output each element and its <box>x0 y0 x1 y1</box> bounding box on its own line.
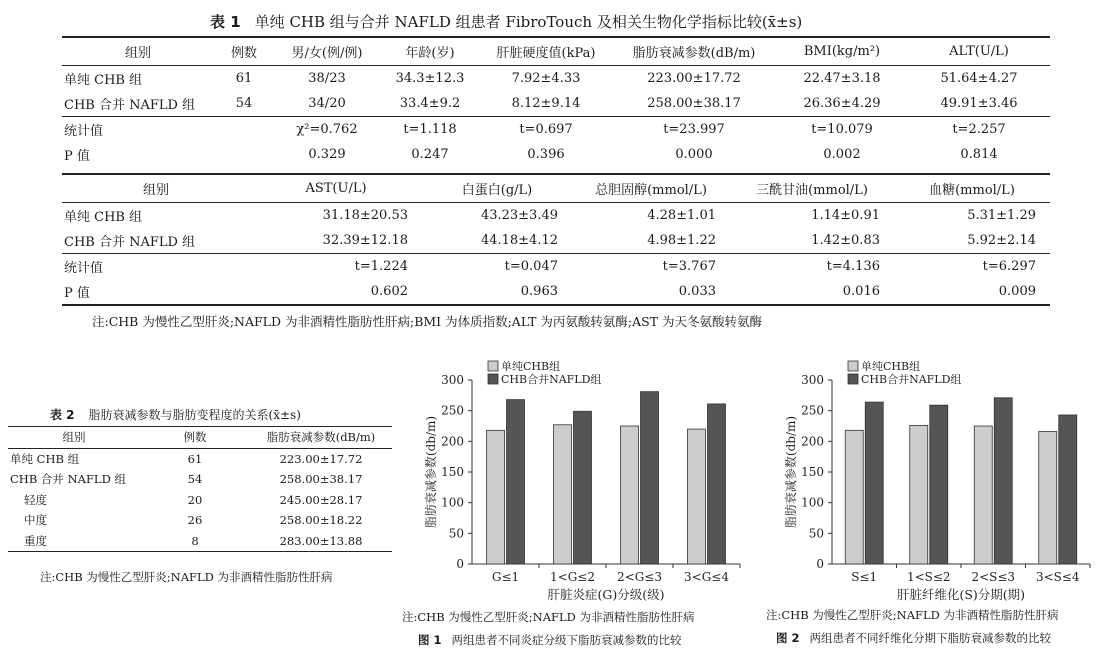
table-cell: χ²=0.762 <box>274 117 380 143</box>
table-cell: 38/23 <box>274 66 380 92</box>
table-row <box>8 490 392 511</box>
fig2-y-tick-label: 50 <box>808 526 824 541</box>
fig1-y-tick-label: 300 <box>441 373 464 387</box>
table-cell: 中度 <box>24 513 47 528</box>
table-cell: 258.00±38.17 <box>279 472 363 487</box>
fig1-legend-label: CHB合并NAFLD组 <box>501 373 602 386</box>
table-cell: 44.18±4.12 <box>480 233 558 248</box>
fig2-x-tick-label: 1<S≤2 <box>906 570 951 584</box>
fig1-y-tick-label: 150 <box>441 465 464 479</box>
table2-h1: 例数 <box>140 427 250 449</box>
table2-note: 注:CHB 为慢性乙型肝炎;NAFLD 为非酒精性脂肪性肝病 <box>40 570 333 584</box>
table-row <box>62 279 1050 305</box>
table-cell: 258.00±18.22 <box>279 513 363 528</box>
table-cell: 5.31±1.29 <box>894 203 1050 229</box>
table-cell: 34/20 <box>308 96 346 111</box>
table-cell: 0.247 <box>411 147 449 162</box>
table2-title: 脂肪衰减参数与脂肪变程度的关系(x̄±s) <box>88 408 301 422</box>
table-row <box>62 228 1050 254</box>
fig2-bar <box>930 405 948 564</box>
table-cell: 26 <box>187 513 203 528</box>
table-cell: 7.92±4.33 <box>480 66 612 92</box>
fig2-legend-swatch <box>848 361 858 371</box>
table1-p2-h0: 组别 <box>62 174 250 203</box>
table-cell: 258.00±38.17 <box>647 96 741 111</box>
fig2-x-tick-label: 3<S≤4 <box>1035 570 1080 584</box>
fig2-y-tick-label: 150 <box>801 465 824 479</box>
fig1-bar <box>641 392 659 564</box>
table-cell: t=0.047 <box>422 254 572 280</box>
fig2-bar <box>974 426 992 564</box>
fig1-y-tick-label: 0 <box>456 557 464 571</box>
fig1-legend-label: 单纯CHB组 <box>501 360 561 373</box>
fig2-bar <box>994 398 1012 564</box>
fig2-legend-label: CHB合并NAFLD组 <box>861 373 962 386</box>
table1-number: 表 1 <box>210 13 241 31</box>
figure1-caption-text: 两组患者不同炎症分级下脂肪衰减参数的比较 <box>451 633 682 647</box>
fig1-y-axis-title: 脂肪衰减参数(db/m) <box>424 415 438 529</box>
table1-part2 <box>62 173 1050 306</box>
fig1-bar <box>688 429 706 564</box>
table-cell: 43.23±3.49 <box>422 203 572 229</box>
figure1-note: 注:CHB 为慢性乙型肝炎;NAFLD 为非酒精性脂肪性肝病 <box>402 610 695 624</box>
table1-part1-header <box>62 37 1050 66</box>
fig1-bar <box>554 425 572 564</box>
table-cell: 223.00±17.72 <box>612 66 776 92</box>
fig1-bar <box>574 411 592 564</box>
table-cell: 0.963 <box>422 279 572 305</box>
table-cell: CHB 合并 NAFLD 组 <box>10 472 126 487</box>
table-row <box>62 66 1050 92</box>
figure2-number: 图 2 <box>776 631 800 645</box>
table-cell: 22.47±3.18 <box>776 66 908 92</box>
table-cell: 统计值 <box>62 254 250 280</box>
table-cell: 34.3±12.3 <box>380 66 480 92</box>
table1-p1-h7: ALT(U/L) <box>908 37 1050 66</box>
table-row <box>8 531 392 552</box>
table-cell: 单纯 CHB 组 <box>62 203 250 229</box>
table-cell: CHB 合并 NAFLD 组 <box>64 98 196 113</box>
table-cell: 61 <box>140 448 250 469</box>
fig1-x-tick-label: G≤1 <box>491 570 520 584</box>
table2 <box>8 426 392 552</box>
table1-part2-header <box>62 174 1050 203</box>
table-cell: 26.36±4.29 <box>803 96 881 111</box>
table2-number: 表 2 <box>50 408 75 422</box>
table-cell: 4.28±1.01 <box>572 203 730 229</box>
table1-p1-h2: 男/女(例/例) <box>274 37 380 66</box>
table-cell: 1.42±0.83 <box>811 233 880 248</box>
fig2-legend-swatch <box>848 374 858 384</box>
table1-p1-h3: 年龄(岁) <box>380 37 480 66</box>
table2-header <box>8 427 392 449</box>
table1-p1-h6: BMI(kg/m²) <box>776 37 908 66</box>
table-cell: 5.92±2.14 <box>967 233 1036 248</box>
table-cell: 54 <box>235 96 253 111</box>
figure1-caption <box>418 632 682 648</box>
table2-h2: 脂肪衰减参数(dB/m) <box>250 427 392 449</box>
table-row <box>62 142 1050 167</box>
table-cell: 单纯 CHB 组 <box>62 66 214 92</box>
table-cell: 8 <box>140 531 250 552</box>
table-cell: 单纯 CHB 组 <box>8 448 140 469</box>
table-cell: 20 <box>187 492 203 507</box>
table1-p2-h5: 血糖(mmol/L) <box>894 174 1050 203</box>
figure2-note: 注:CHB 为慢性乙型肝炎;NAFLD 为非酒精性脂肪性肝病 <box>766 608 1059 622</box>
table-cell: CHB 合并 NAFLD 组 <box>64 235 196 250</box>
table-cell: 54 <box>187 472 203 487</box>
fig2-x-tick-label: S≤1 <box>851 570 878 584</box>
table-row <box>8 510 392 531</box>
fig2-bar <box>1039 432 1057 564</box>
fig2-bar <box>1059 415 1077 564</box>
table1-p2-h1: AST(U/L) <box>250 174 422 203</box>
fig1-bar <box>621 426 639 564</box>
fig2-y-tick-label: 250 <box>801 403 824 418</box>
figure1-chart <box>420 352 750 607</box>
table1-p2-h3: 总胆固醇(mmol/L) <box>572 174 730 203</box>
fig1-y-tick-label: 250 <box>441 403 464 418</box>
fig1-bar <box>487 430 505 564</box>
table-cell: t=3.767 <box>572 254 730 280</box>
table-cell: t=1.118 <box>380 117 480 143</box>
table-row <box>8 469 392 490</box>
table-cell: 33.4±9.2 <box>399 96 461 111</box>
table1-p1-h4: 肝脏硬度值(kPa) <box>480 37 612 66</box>
table-cell: 统计值 <box>62 117 214 143</box>
table-cell: t=0.697 <box>480 117 612 143</box>
table-row <box>62 254 1050 280</box>
fig2-y-tick-label: 300 <box>801 373 824 387</box>
table-cell: 61 <box>214 66 274 92</box>
figure2-chart <box>780 352 1100 607</box>
fig1-x-tick-label: 2<G≤3 <box>617 570 662 584</box>
table-cell: t=4.136 <box>730 254 894 280</box>
table-row <box>62 117 1050 143</box>
fig2-x-axis-title: 肝脏纤维化(S)分期(期) <box>896 587 1026 602</box>
fig1-x-tick-label: 1<G≤2 <box>550 570 595 584</box>
table1-p1-h1: 例数 <box>214 37 274 66</box>
table-cell: P 值 <box>64 149 90 164</box>
fig2-y-tick-label: 200 <box>801 434 824 449</box>
table-cell: 轻度 <box>24 492 47 507</box>
table-cell: 223.00±17.72 <box>250 448 392 469</box>
table-cell: 31.18±20.53 <box>250 203 422 229</box>
table-cell: t=1.224 <box>250 254 422 280</box>
fig1-legend-swatch <box>488 374 498 384</box>
table-cell: 49.91±3.46 <box>940 96 1018 111</box>
table-cell: 0.002 <box>823 147 861 162</box>
table-cell: 245.00±28.17 <box>279 492 363 507</box>
table1-p2-h4: 三酰甘油(mmol/L) <box>730 174 894 203</box>
table1-title: 单纯 CHB 组与合并 NAFLD 组患者 FibroTouch 及相关生物化学指标比较(x̄±s) <box>254 13 803 31</box>
table-cell: 0.016 <box>730 279 894 305</box>
table-cell: 51.64±4.27 <box>908 66 1050 92</box>
table1-p1-h5: 脂肪衰减参数(dB/m) <box>612 37 776 66</box>
table-cell: 0.033 <box>572 279 730 305</box>
table-cell: P 值 <box>62 279 250 305</box>
table-row <box>62 91 1050 117</box>
figure2-caption <box>776 630 1051 646</box>
table-cell: 8.12±9.14 <box>511 96 581 111</box>
fig2-bar <box>845 430 863 564</box>
table-cell: t=6.297 <box>894 254 1050 280</box>
table-cell: 0.009 <box>894 279 1050 305</box>
fig1-bar <box>507 400 525 564</box>
table2-caption <box>50 406 301 423</box>
table-row <box>62 203 1050 229</box>
fig1-legend-swatch <box>488 361 498 371</box>
figure1-number: 图 1 <box>418 633 442 647</box>
fig2-y-tick-label: 100 <box>801 495 824 510</box>
fig2-y-axis-title: 脂肪衰减参数(db/m) <box>784 415 798 529</box>
table-cell: t=2.257 <box>908 117 1050 143</box>
table2-h0: 组别 <box>8 427 140 449</box>
table-cell <box>214 117 274 143</box>
table-cell: 0.000 <box>675 147 713 162</box>
fig2-x-tick-label: 2<S≤3 <box>971 570 1016 584</box>
fig2-legend-label: 单纯CHB组 <box>861 360 921 373</box>
fig2-bar <box>865 402 883 564</box>
table-cell: 0.814 <box>960 147 998 162</box>
table-cell: t=23.997 <box>612 117 776 143</box>
table-cell <box>214 142 274 167</box>
table-cell: 32.39±12.18 <box>322 233 408 248</box>
fig1-bar <box>708 404 726 564</box>
table-cell: 0.329 <box>308 147 346 162</box>
fig1-y-tick-label: 200 <box>441 434 464 449</box>
table-cell: 283.00±13.88 <box>250 531 392 552</box>
fig1-y-tick-label: 50 <box>448 526 464 541</box>
table1-p2-h2: 白蛋白(g/L) <box>422 174 572 203</box>
fig2-bar <box>910 425 928 564</box>
fig1-y-tick-label: 100 <box>441 495 464 510</box>
table1 <box>62 36 1050 167</box>
table-cell: 1.14±0.91 <box>730 203 894 229</box>
table-cell: 4.98±1.22 <box>647 233 716 248</box>
table1-note: 注:CHB 为慢性乙型肝炎;NAFLD 为非酒精性脂肪性肝病;BMI 为体质指数;ALT 为丙氨酸转氨酶;AST 为天冬氨酸转氨酶 <box>92 314 763 329</box>
table1-p1-h0: 组别 <box>62 37 214 66</box>
table-row <box>8 448 392 469</box>
fig1-x-tick-label: 3<G≤4 <box>684 570 729 584</box>
table-cell: 0.396 <box>527 147 565 162</box>
table-cell: 0.602 <box>250 279 422 305</box>
fig1-x-axis-title: 肝脏炎症(G)分级(级) <box>547 587 665 602</box>
fig2-y-tick-label: 0 <box>816 557 824 571</box>
table-cell: 重度 <box>8 531 140 552</box>
table1-caption <box>210 11 802 32</box>
table-cell: t=10.079 <box>776 117 908 143</box>
figure2-caption-text: 两组患者不同纤维化分期下脂肪衰减参数的比较 <box>809 631 1052 645</box>
